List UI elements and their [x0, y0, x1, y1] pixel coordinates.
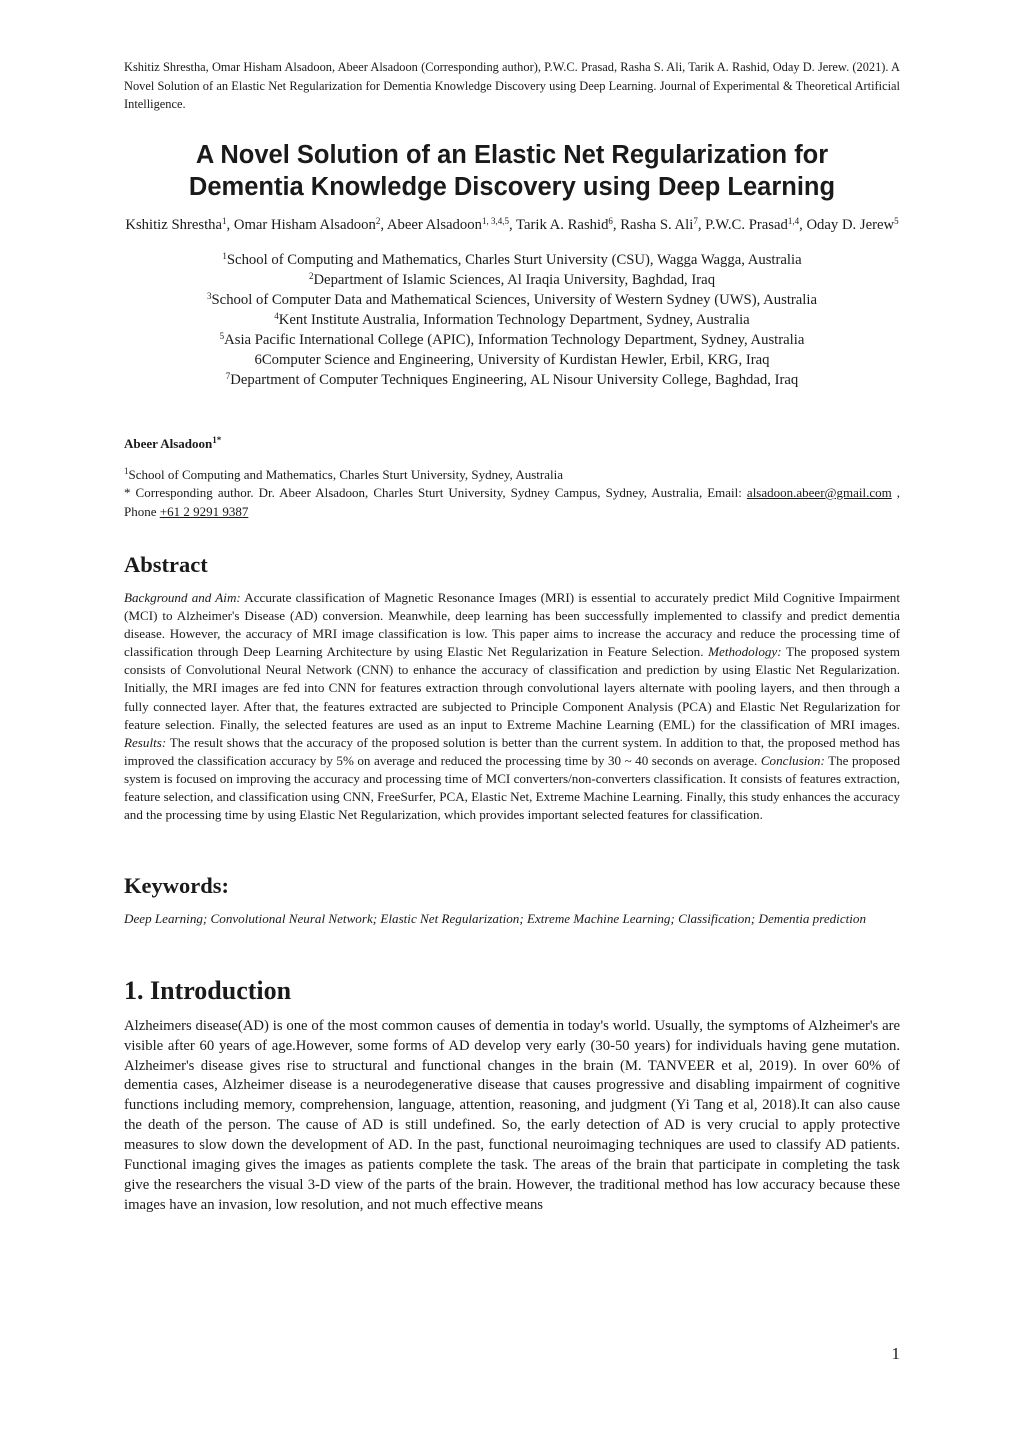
phone-link[interactable]: +61 2 9291 9387 — [159, 503, 249, 519]
affiliation: $^4$Kent Institute Australia, Information Technology Department, Sydney, Australia — [274, 310, 750, 328]
corresponding-note: * Corresponding author. Dr. Abeer Alsadoon, Charles Sturt University, Sydney Campus, Sydney, Australia, Email: alsadoon.abeer@gmail.com , Phone +61 2 9291 9387 — [124, 485, 901, 519]
title-line: A Novel Solution of an Elastic Net Regularization for — [195, 140, 829, 169]
corresponding-author-name: Abeer Alsadoon$^{1*}$ — [124, 434, 222, 451]
author: Oday D. Jerew$^5$ — [806, 215, 899, 233]
affiliation: $^3$School of Computer Data and Mathematical Sciences, University of Western Sydney (UWS), Australia — [207, 290, 817, 308]
affiliation: $^1$School of Computing and Mathematics, Charles Sturt University (CSU), Wagga Wagga, Australia — [222, 250, 802, 268]
abstract-body: Background and Aim: Accurate classification of Magnetic Resonance Images (MRI) is essential to accurately predict Mild Cognitive Impairment (MCI) to Alzheimer's Disease (AD) conversion. Meanwhile, deep learning has been successfully implemented to classify and predict dementia disease. However, the accuracy of MRI image classification is low. This paper aims to increase the accuracy and reduce the processing time of classification through Deep Learning Architecture by using Elastic Net Regularization in Feature Selection. Methodology: The proposed system consists of Convolutional Neural Network (CNN) to enhance the accuracy of classification and prediction by using Elastic Net Regularization. Initially, the MRI images are fed into CNN for features extraction through convolutional layers alternate with pooling layers, and then through a fully connected layer. After that, the features extracted are subjected to Principle Component Analysis (PCA) and Elastic Net Regularization for feature selection. Finally, the selected features are used as an input to Extreme Machine Learning (EML) for the classification of MRI images. Results: The result shows that the accuracy of the proposed solution is better than the current system. In addition to that, the proposed method has improved the classification accuracy by 5% on average and reduced the processing time by 30 ~ 40 seconds on average. Conclusion: The proposed system is focused on improving the accuracy and processing time of MCI converters/non-converters classification. It consists of features extraction, feature selection, and classification using CNN, FreeSurfer, PCA, Elastic Net, Extreme Machine Learning. Finally, this study enhances the accuracy and the processing time by using Elastic Net Regularization, which provides important selected features for classification. — [124, 590, 900, 823]
author-list — [124, 215, 900, 236]
citation-header: Kshitiz Shrestha, Omar Hisham Alsadoon, Abeer Alsadoon (Corresponding author), P.W.C. Prasad, Rasha S. Ali, Tarik A. Rashid, Oday D. Jerew. (2021). A Novel Solution of an Elastic Net Regularization for Dementia Knowledge Discovery using Deep Learning. Journal of Experimental & Theoretical Artificial Intelligence. — [124, 60, 900, 111]
author: Tarik A. Rashid$^6$, — [516, 215, 621, 233]
page-number: 1 — [891, 1344, 900, 1363]
affiliation: $^5$Asia Pacific International College (APIC), Information Technology Department, Sydney, Australia — [219, 330, 805, 348]
author: Omar Hisham Alsadoon$^2$, — [233, 215, 387, 233]
keywords-list: Deep Learning; Convolutional Neural Network; Elastic Net Regularization; Extreme Machine Learning; Classification; Dementia prediction — [124, 911, 866, 927]
paper-page — [124, 58, 900, 1216]
author: Kshitiz Shrestha$^1$, — [125, 215, 234, 233]
introduction-body: Alzheimers disease(AD) is one of the most common causes of dementia in today's world. Usually, the symptoms of Alzheimer's are visible after 60 years of age.However, some forms of AD develop very early (30-50 years) for individuals having gene mutation. Alzheimer's disease gives rise to structural and functional changes in the brain (M. TANVEER et al, 2019). In over 60% of dementia cases, Alzheimer disease is a neurodegenerative disease that causes progressive and disabling impairment of cognitive functions including memory, comprehension, language, attention, reasoning, and judgment (Yi Tang et al, 2018).It can also cause the death of the person. The cause of AD is still undefined. So, the early detection of AD is very crucial to apply protective measures to slow down the development of AD. In the past, functional neuroimaging techniques are used to classify AD patients. Functional imaging gives the images as patients complete the task. The areas of the brain that participate in completing the task give the researchers the visual 3-D view of the parts of the brain. However, the traditional method has low accuracy because these images have an invasion, low resolution, and not much effective means — [124, 1017, 900, 1213]
affiliation: 6Computer Science and Engineering, University of Kurdistan Hewler, Erbil, KRG, Iraq — [254, 351, 770, 368]
affiliation-list — [124, 250, 900, 390]
author: Abeer Alsadoon$^{1, 3,4,5}$, — [386, 215, 517, 233]
introduction-heading: 1. Introduction — [124, 975, 292, 1005]
corresponding-affiliation: $^1$School of Computing and Mathematics, Charles Sturt University, Sydney, Australia — [124, 465, 563, 482]
author: Rasha S. Ali$^7$, — [620, 215, 706, 233]
affiliation: $^7$Department of Computer Techniques Engineering, AL Nisour University College, Baghdad, Iraq — [225, 370, 799, 388]
affiliation: $^2$Department of Islamic Sciences, Al Iraqia University, Baghdad, Iraq — [308, 270, 716, 288]
email-link[interactable]: alsadoon.abeer@gmail.com — [746, 485, 892, 500]
title-line: Dementia Knowledge Discovery using Deep Learning — [188, 172, 836, 201]
keywords-heading: Keywords: — [124, 873, 229, 899]
abstract-heading: Abstract — [124, 552, 208, 577]
paper-title — [124, 139, 900, 203]
author: P.W.C. Prasad$^{1,4}$, — [705, 215, 807, 233]
